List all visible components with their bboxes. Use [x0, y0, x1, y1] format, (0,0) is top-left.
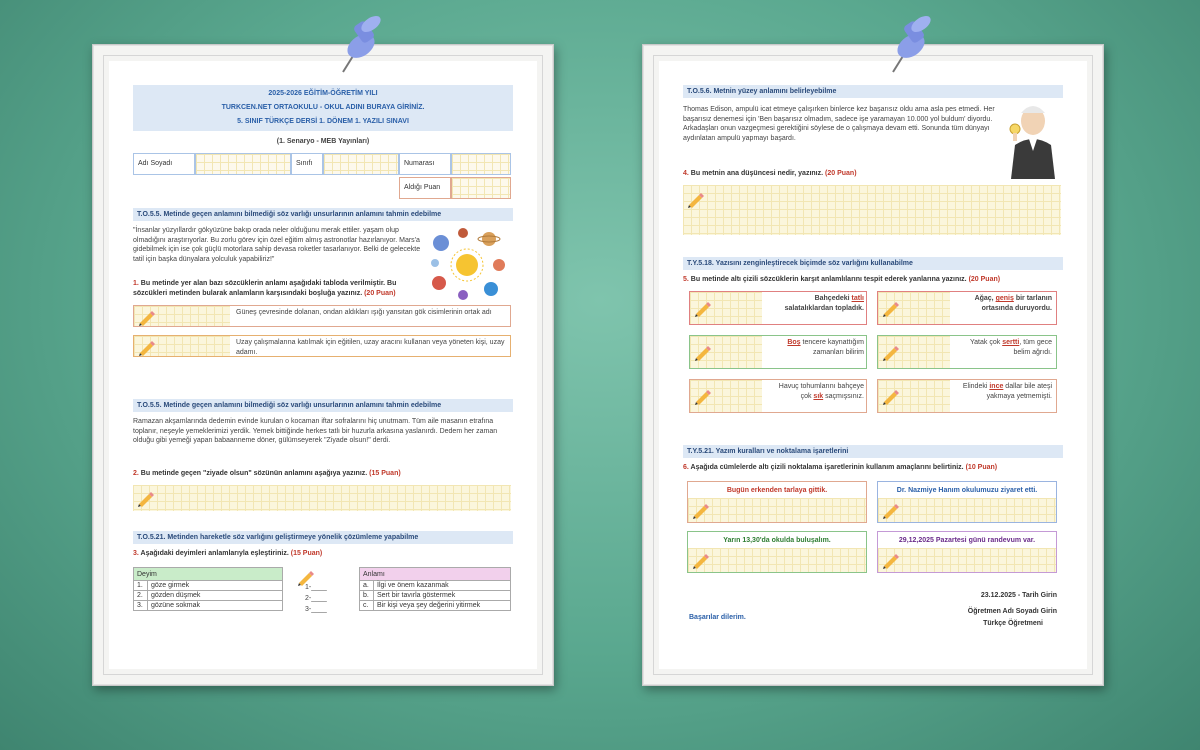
q1-definition-2: Uzay çalışmalarına katılmak için eğitilen, uzay aracını kullanan veya yöneten kişi, uzay adamı.	[236, 339, 505, 356]
punctuation-answer-field-4[interactable]	[878, 548, 1056, 572]
q3-points: (15 Puan)	[290, 550, 323, 557]
pencil-icon	[880, 386, 900, 406]
idioms-header: Deyim	[134, 568, 283, 581]
antonym-answer-field-5[interactable]	[690, 380, 762, 412]
antonym-item-1	[689, 291, 867, 325]
antonym-item-3	[689, 335, 867, 369]
table-row	[134, 591, 283, 601]
q3-text: Aşağıdaki deyimleri anlamlarıyla eşleştiriniz.	[140, 550, 289, 557]
section-title-4: T.O.5.6. Metnin yüzey anlamını belirleyebilme	[683, 85, 1063, 98]
q2-points: (15 Puan)	[369, 470, 401, 477]
q1-points: (20 Puan)	[364, 289, 396, 297]
idiom-number: 2.	[134, 591, 148, 601]
idiom-text: göze girmek	[148, 581, 283, 591]
solar-system-illustration	[427, 225, 509, 303]
underlined-word: geniş	[995, 295, 1014, 302]
sentence-text: tencere kaynattığım zamanları bilirim	[800, 339, 864, 356]
question-4	[683, 169, 995, 179]
antonym-sentence-2	[958, 294, 1052, 313]
section-title-5: T.Y.5.18. Yazısını zenginleştirecek biçimde söz varlığını kullanabilme	[683, 257, 1063, 270]
antonym-answer-field-3[interactable]	[690, 336, 762, 368]
idiom-text: gözüne sokmak	[148, 601, 283, 611]
exam-header	[133, 85, 513, 131]
q2-text: Bu metinde geçen "ziyade olsun" sözünün anlamını aşağıya yazınız.	[140, 470, 368, 477]
antonym-sentence-5	[770, 382, 864, 401]
edison-portrait-illustration	[1005, 99, 1061, 179]
punctuation-sentence-3: Yarın 13,30'da okulda buluşalım.	[723, 537, 831, 544]
punctuation-item-1	[687, 481, 867, 523]
antonym-answer-field-2[interactable]	[878, 292, 950, 324]
antonym-sentence-1	[770, 294, 864, 313]
antonym-sentence-6	[958, 382, 1052, 401]
exam-date: 23.12.2025 - Tarih Girin	[980, 592, 1057, 599]
question-6	[683, 463, 1061, 473]
meaning-letter: c.	[360, 601, 374, 611]
pencil-icon	[690, 500, 710, 520]
q4-points: (20 Puan)	[825, 170, 857, 177]
antonym-answer-field-6[interactable]	[878, 380, 950, 412]
label-name: Adı Soyadı	[133, 153, 195, 175]
underlined-word: Boş	[787, 339, 801, 346]
punctuation-answer-field-3[interactable]	[688, 548, 866, 572]
match-blank-1[interactable]: 1-____	[305, 584, 327, 591]
underlined-word: sertti	[1002, 339, 1020, 346]
label-class: Sınıfı	[291, 153, 323, 175]
match-blank-2[interactable]: 2-____	[305, 595, 327, 602]
header-school: TURKCEN.NET ORTAOKULU - OKUL ADINI BURAYA GİRİNİZ.	[221, 104, 425, 111]
section-title-6: T.Y.5.21. Yazım kuralları ve noktalama işaretlerini	[683, 445, 1063, 458]
idiom-text: gözden düşmek	[148, 591, 283, 601]
antonym-answer-field-4[interactable]	[878, 336, 950, 368]
sentence-text: , tüm gece belim ağrıdı.	[1013, 339, 1052, 356]
antonym-item-5	[689, 379, 867, 413]
q1-answer-row-1	[133, 305, 511, 327]
meaning-letter: a.	[360, 581, 374, 591]
q6-points: (10 Puan)	[965, 464, 998, 471]
sentence-text: Ağaç,	[974, 295, 996, 302]
q2-number: 2.	[133, 470, 139, 477]
pencil-icon	[690, 550, 710, 570]
question-5	[683, 275, 1061, 285]
pencil-icon	[692, 342, 712, 362]
teacher-name: Öğretmen Adı Soyadı Girin	[967, 608, 1057, 615]
idiom-number: 3.	[134, 601, 148, 611]
exam-page-1	[109, 61, 537, 669]
antonym-sentence-4	[958, 338, 1052, 357]
q5-points: (20 Puan)	[968, 276, 1001, 283]
q4-number: 4.	[683, 170, 689, 177]
q6-number: 6.	[683, 464, 689, 471]
class-field[interactable]	[323, 153, 399, 175]
pencil-icon	[880, 342, 900, 362]
label-score: Aldığı Puan	[399, 177, 451, 199]
question-2	[133, 469, 511, 479]
pencil-icon	[136, 307, 156, 327]
pencil-icon	[135, 488, 155, 508]
exam-page-2	[659, 61, 1087, 669]
pencil-icon	[880, 500, 900, 520]
pencil-icon	[685, 189, 705, 209]
punctuation-sentence-1: Bugün erkenden tarlaya gittik.	[726, 487, 828, 494]
section-title-2: T.O.5.5. Metinde geçen anlamını bilmediği söz varlığı unsurlarının anlamını tahmin edebilme	[133, 399, 513, 412]
sentence-text: Elindeki	[962, 383, 990, 390]
name-field[interactable]	[195, 153, 291, 175]
scenario-label: (1. Senaryo - MEB Yayınları)	[276, 138, 370, 145]
idioms-table	[133, 567, 283, 611]
question-1	[133, 279, 423, 298]
table-row	[360, 601, 511, 611]
meanings-header: Anlamı	[360, 568, 511, 581]
antonym-answer-field-1[interactable]	[690, 292, 762, 324]
punctuation-answer-field-2[interactable]	[878, 498, 1056, 522]
punctuation-item-4	[877, 531, 1057, 573]
right-poster-frame	[642, 44, 1104, 686]
pushpin-icon	[875, 14, 935, 84]
table-row	[134, 581, 283, 591]
pencil-icon	[880, 550, 900, 570]
punctuation-sentence-2: Dr. Nazmiye Hanım okulumuzu ziyaret etti.	[896, 487, 1038, 494]
punctuation-item-3	[687, 531, 867, 573]
pencil-icon	[136, 337, 156, 357]
pencil-icon	[692, 298, 712, 318]
table-row	[360, 591, 511, 601]
sentence-text: Yatak çok	[970, 339, 1003, 346]
header-year: 2025-2026 EĞİTİM-ÖĞRETİM YILI	[268, 90, 378, 97]
antonym-item-6	[877, 379, 1057, 413]
meaning-letter: b.	[360, 591, 374, 601]
sentence-text: bir tarlanın ortasında duruyordu.	[981, 295, 1052, 312]
passage-edison: Thomas Edison, ampulü icat etmeye çalışırken binlerce kez başarısız oldu ama asla pes etmedi. Her başarısız denemesi için 'Ben başarısız olmadım, sadece işe yaramayan 10.000 yol buldum' diyordu. Arkadaşları onun vazgeçmesi gerektiğini söylese de o çalışmaya devam etti. Sonunda tüm dünyayı aydınlatan ampulü yapmayı başardı.	[683, 106, 995, 142]
sentence-text: dallar bile ateşi yakmaya yetmemişti.	[986, 383, 1052, 400]
pencil-icon	[880, 298, 900, 318]
underlined-word: tatlı	[851, 295, 864, 302]
antonym-sentence-3	[770, 338, 864, 357]
punctuation-answer-field-1[interactable]	[688, 498, 866, 522]
q6-text: Aşağıda cümlelerde altı çizili noktalama işaretlerinin kullanım amaçlarını belirtiniz.	[690, 464, 964, 471]
closing-wish: Başarılar dilerim.	[689, 614, 746, 621]
underlined-word: ince	[989, 383, 1004, 390]
pencil-icon	[692, 386, 712, 406]
punctuation-item-2	[877, 481, 1057, 523]
idiom-number: 1.	[134, 581, 148, 591]
q1-number: 1.	[133, 280, 139, 287]
table-row	[134, 601, 283, 611]
meanings-table	[359, 567, 511, 611]
teacher-role: Türkçe Öğretmeni	[983, 620, 1043, 627]
q1-answer-row-2	[133, 335, 511, 357]
match-blank-3[interactable]: 3-____	[305, 606, 327, 613]
q4-answer-field[interactable]	[683, 185, 1061, 235]
sentence-text: salatalıklardan topladık.	[784, 304, 864, 312]
punctuation-sentence-4: 29,12,2025 Pazartesi günü randevum var.	[898, 537, 1036, 544]
meaning-text: Bir kişi veya şey değerini yitirmek	[374, 601, 511, 611]
meaning-text: Sert bir tavırla göstermek	[374, 591, 511, 601]
passage-iftar: Ramazan akşamlarında dedemin evinde kurulan o kocaman iftar sofralarını hiç unutmam. Tüm aile masanın etrafına toplanır, neşeyle yemeklerimizi yerdik. Yemek bittiğinde herkes tatlı bir huzurla arkasına yaslanırdı. Dedem her zaman olduğu gibi yemeği yapan babaanneme döner, gülümseyerek "Ziyade olsun!" derdi.	[133, 418, 498, 444]
passage-space: "İnsanlar yüzyıllardır gökyüzüne bakıp orada neler olduğunu merak ettiler. yaşam olup olmadığını araştırıyorlar. Bu zorlu görev için özel eğitim almış astronotlar hazırlanıyor. Mars'a gidebilmek için ise çok güçlü motorlara sahip devasa roketler tasarlanıyor. Belki de gelecekte tatil için başka dünyalara yolculuk yapabiliriz!"	[133, 227, 421, 263]
q4-text: Bu metnin ana düşüncesi nedir, yazınız.	[690, 170, 824, 177]
q5-text: Bu metinde altı çizili sözcüklerin karşıt anlamlılarını tespit ederek yanlarına yazınız.	[690, 276, 967, 283]
q2-answer-field[interactable]	[133, 485, 511, 511]
antonym-item-4	[877, 335, 1057, 369]
q1-definition-1: Güneş çevresinde dolanan, ondan aldıkları ışığı yansıtan gök cisimlerinin ortak adı	[236, 309, 492, 316]
sentence-text: Bahçedeki	[814, 295, 852, 302]
antonym-item-2	[877, 291, 1057, 325]
question-3	[133, 549, 511, 559]
sentence-text: Havuç tohumlarını bahçeye çok	[778, 383, 864, 400]
label-number: Numarası	[399, 153, 451, 175]
left-poster-frame	[92, 44, 554, 686]
table-row	[360, 581, 511, 591]
q3-number: 3.	[133, 550, 139, 557]
underlined-word: sık	[813, 392, 824, 400]
section-title-3: T.O.5.21. Metinden hareketle söz varlığını geliştirmeye yönelik çözümleme yapabilme	[133, 531, 513, 544]
sentence-text: saçmışsınız.	[823, 392, 864, 400]
q5-number: 5.	[683, 276, 689, 283]
score-field[interactable]	[451, 177, 511, 199]
pushpin-icon	[325, 14, 385, 84]
section-title-1: T.O.5.5. Metinde geçen anlamını bilmediği söz varlığı unsurlarının anlamını tahmin edebilme	[133, 208, 513, 221]
header-exam: 5. SINIF TÜRKÇE DERSİ 1. DÖNEM 1. YAZILI SINAVI	[237, 118, 409, 125]
q1-text: Bu metinde yer alan bazı sözcüklerin anlamı aşağıdaki tabloda verilmiştir. Bu sözcükleri metinden bularak anlamların karşısındaki boşluğa yazınız.	[133, 280, 397, 297]
number-field[interactable]	[451, 153, 511, 175]
meaning-text: İlgi ve önem kazanmak	[374, 581, 511, 591]
